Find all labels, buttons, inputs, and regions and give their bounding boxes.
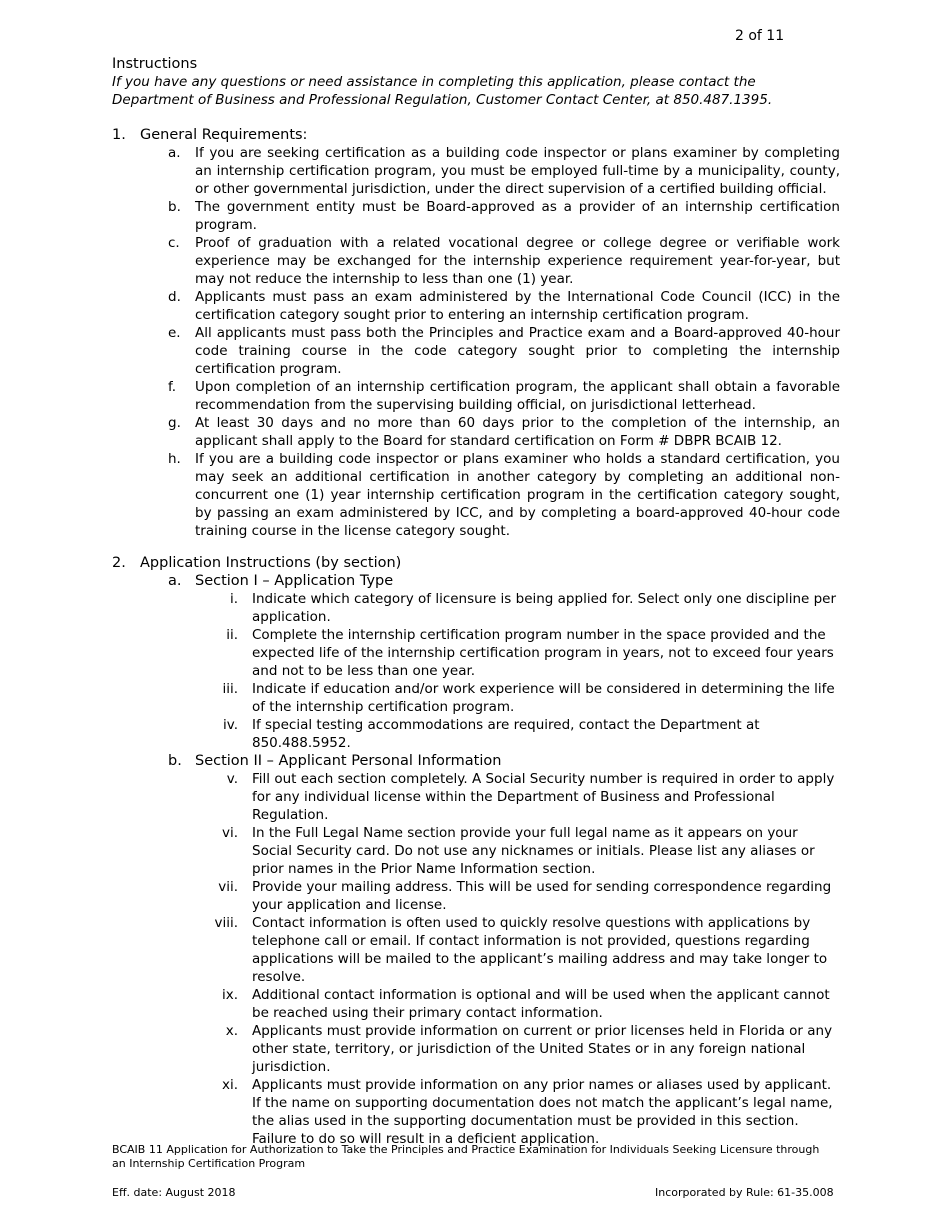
requirements-list bbox=[168, 144, 840, 540]
section-number: 2. bbox=[112, 555, 126, 571]
section-title: General Requirements: bbox=[140, 127, 308, 143]
item-text: At least 30 days and no more than 60 days prior to the completion of the internship, an applicant shall apply to the Board for standard certification on Form # DBPR BCAIB 12. bbox=[195, 415, 840, 449]
list-item bbox=[168, 144, 840, 198]
instructions-list bbox=[214, 770, 840, 1148]
section-application-instructions bbox=[112, 554, 840, 1148]
item-text: All applicants must pass both the Principles and Practice exam and a Board-approved 40-hour code training course in the code category sought prior to completing the internship certification program. bbox=[195, 325, 840, 377]
item-letter: b. bbox=[168, 199, 181, 215]
section-general-requirements bbox=[112, 126, 840, 540]
list-item bbox=[221, 824, 840, 878]
item-letter: g. bbox=[168, 415, 181, 431]
list-item bbox=[168, 378, 840, 414]
item-number: ix. bbox=[221, 987, 238, 1003]
item-number: iv. bbox=[223, 717, 238, 733]
list-item bbox=[168, 234, 840, 288]
intro-text: If you have any questions or need assistance in completing this application, please contact the Department of Business and Professional Regulation, Customer Contact Center, at 850.487.1395. bbox=[112, 74, 773, 108]
item-letter: h. bbox=[168, 451, 181, 467]
item-text: Applicants must provide information on any prior names or aliases used by applicant. If the name on supporting documentation does not match the applicant’s legal name, the alias used in the supporting documentation must be provided in this section. Failure to do so will result in a deficient application. bbox=[252, 1077, 833, 1147]
list-item bbox=[218, 878, 840, 914]
footer-eff-date: Eff. date: August 2018 bbox=[112, 1186, 236, 1199]
subsection-personal-information bbox=[168, 752, 840, 1148]
footer-rule: Incorporated by Rule: 61-35.008 bbox=[655, 1186, 834, 1199]
item-letter: a. bbox=[168, 145, 181, 161]
item-number: x. bbox=[225, 1023, 238, 1039]
page-title: Instructions bbox=[112, 56, 198, 72]
list-item bbox=[221, 986, 840, 1022]
list-item bbox=[224, 716, 840, 752]
item-letter: e. bbox=[168, 325, 181, 341]
subsection-title: Section I – Application Type bbox=[195, 573, 394, 589]
item-text: Additional contact information is optional and will be used when the applicant cannot be reached using their primary contact information. bbox=[252, 987, 830, 1021]
list-item bbox=[168, 414, 840, 450]
item-text: In the Full Legal Name section provide your full legal name as it appears on your Social Security card. Do not use any nicknames or initials. Please list any aliases or prior names in the Prior Name Information section. bbox=[252, 825, 815, 877]
list-item bbox=[168, 198, 840, 234]
item-text: Complete the internship certification program number in the space provided and the expected life of the internship certification program in years, not to exceed four years and not to be less than one year. bbox=[252, 627, 834, 679]
item-text: Upon completion of an internship certification program, the applicant shall obtain a favorable recommendation from the supervising building official, on jurisdictional letterhead. bbox=[195, 379, 840, 413]
subsection-title: Section II – Applicant Personal Information bbox=[195, 753, 502, 769]
section-heading bbox=[112, 554, 840, 572]
item-text: Applicants must pass an exam administered by the International Code Council (ICC) in the certification category sought prior to entering an internship certification program. bbox=[195, 289, 840, 323]
item-text: Proof of graduation with a related vocational degree or college degree or verifiable work experience may be exchanged for the internship experience requirement year-for-year, but may not reduce the internship to less than one (1) year. bbox=[195, 235, 840, 287]
item-text: If special testing accommodations are required, contact the Department at 850.488.5952. bbox=[252, 717, 760, 751]
item-letter: d. bbox=[168, 289, 181, 305]
instructions-list bbox=[224, 590, 840, 752]
item-text: Applicants must provide information on current or prior licenses held in Florida or any other state, territory, or jurisdiction of the United States or in any foreign national jurisdiction. bbox=[252, 1023, 833, 1075]
list-item bbox=[214, 914, 840, 986]
subsection-letter: a. bbox=[168, 573, 182, 589]
item-number: xi. bbox=[221, 1077, 238, 1093]
list-item bbox=[224, 770, 840, 824]
item-text: The government entity must be Board-approved as a provider of an internship certification program. bbox=[195, 199, 840, 233]
footer-form-title: BCAIB 11 Application for Authorization to Take the Principles and Practice Examination for Individuals Seeking Licensure through an Internship Certification Program bbox=[112, 1143, 820, 1170]
item-text: Fill out each section completely. A Social Security number is required in order to apply for any individual license within the Department of Business and Professional Regulation. bbox=[252, 771, 835, 823]
item-number: i. bbox=[229, 591, 238, 607]
subsection-heading bbox=[168, 752, 840, 770]
list-item bbox=[224, 680, 840, 716]
list-item bbox=[224, 590, 840, 626]
page-number: 2 of 11 bbox=[735, 28, 785, 44]
section-number: 1. bbox=[112, 127, 126, 143]
list-item bbox=[168, 450, 840, 540]
item-number: viii. bbox=[214, 915, 238, 931]
item-letter: c. bbox=[168, 235, 180, 251]
section-heading bbox=[112, 126, 840, 144]
item-text: If you are a building code inspector or plans examiner who holds a standard certification, you may seek an additional certification in another category by completing an additional non-concurrent one (1) year internship certification program in the certification category sought, by passing an exam administered by ICC, and by completing a board-approved 40-hour code training course in the license category sought. bbox=[195, 451, 840, 539]
item-text: Provide your mailing address. This will be used for sending correspondence regarding your application and license. bbox=[252, 879, 832, 913]
subsection-letter: b. bbox=[168, 753, 182, 769]
list-item bbox=[168, 288, 840, 324]
subsection-application-type bbox=[168, 572, 840, 752]
item-number: iii. bbox=[222, 681, 238, 697]
item-text: Indicate if education and/or work experience will be considered in determining the life of the internship certification program. bbox=[252, 681, 835, 715]
item-text: If you are seeking certification as a building code inspector or plans examiner by completing an internship certification program, you must be employed full-time by a municipality, county, or other governmental jurisdiction, under the direct supervision of a certified building official. bbox=[195, 145, 840, 197]
item-number: ii. bbox=[226, 627, 238, 643]
item-text: Indicate which category of licensure is being applied for. Select only one discipline per application. bbox=[252, 591, 837, 625]
section-title: Application Instructions (by section) bbox=[140, 555, 402, 571]
subsection-heading bbox=[168, 572, 840, 590]
list-item bbox=[224, 1022, 840, 1076]
list-item bbox=[224, 626, 840, 680]
item-number: vi. bbox=[221, 825, 238, 841]
list-item bbox=[168, 324, 840, 378]
list-item bbox=[221, 1076, 840, 1148]
item-letter: f. bbox=[168, 379, 177, 395]
item-number: vii. bbox=[218, 879, 238, 895]
item-number: v. bbox=[226, 771, 238, 787]
item-text: Contact information is often used to quickly resolve questions with applications by telephone call or email. If contact information is not provided, questions regarding applications will be mailed to the applicant’s mailing address and may take longer to resolve. bbox=[252, 915, 828, 985]
